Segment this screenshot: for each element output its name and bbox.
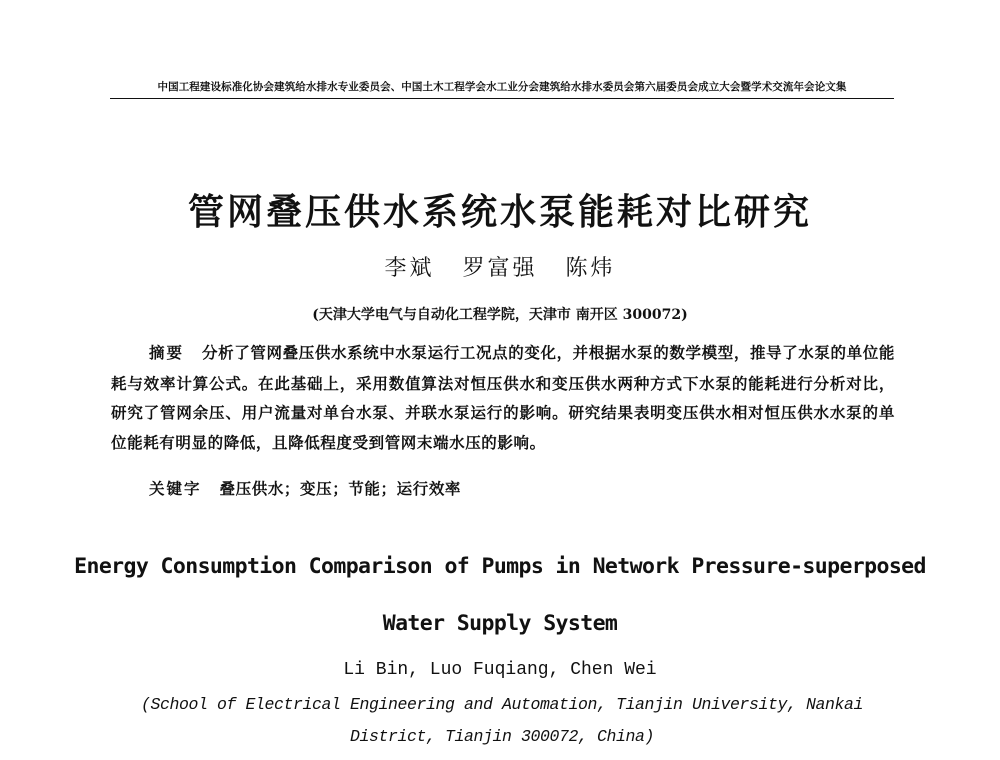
chinese-affiliation: (天津大学电气与自动化工程学院，天津市 南开区 300072) [312,307,688,323]
abstract-text: 分析了管网叠压供水系统中水泵运行工况点的变化，并根据水泵的数学模型，推导了水泵的单位能耗与效率计算公式。在此基础上，采用数值算法对恒压供水和变压供水两种方式下水泵的能耗进行分析对比，研究了管网余压、用户流量对单台水泵、并联水泵运行的影响。研究结果表明变压供水相对恒压供水水泵的单位能耗有明显的降低，且降低程度受到管网末端水压的影响。 [111,343,895,452]
chinese-authors: 李斌 罗富强 陈炜 [384,256,616,281]
chinese-abstract [111,338,895,457]
english-authors: Li Bin, Luo Fuqiang, Chen Wei [343,660,657,680]
running-head: 中国工程建设标准化协会建筑给水排水专业委员会、中国土木工程学会水工业分会建筑给水排水委员会第六届委员会成立大会暨学术交流年会论文集 [157,81,847,93]
abstract-label: 摘要 [149,344,185,362]
chinese-title: 管网叠压供水系统水泵能耗对比研究 [187,192,812,233]
chinese-keywords [149,478,889,500]
english-affiliation: (School of Electrical Engineering and Automation, Tianjin University, Nankai District, Tianjin 300072, China) [140,695,864,746]
english-title-line1: Energy Consumption Comparison of Pumps in Network Pressure-superposed [74,554,926,579]
keywords-label: 关键字 [149,480,202,498]
keywords-text: 叠压供水；变压；节能；运行效率 [219,479,462,498]
header-rule [110,98,894,99]
english-title-line2: Water Supply System [382,611,618,636]
